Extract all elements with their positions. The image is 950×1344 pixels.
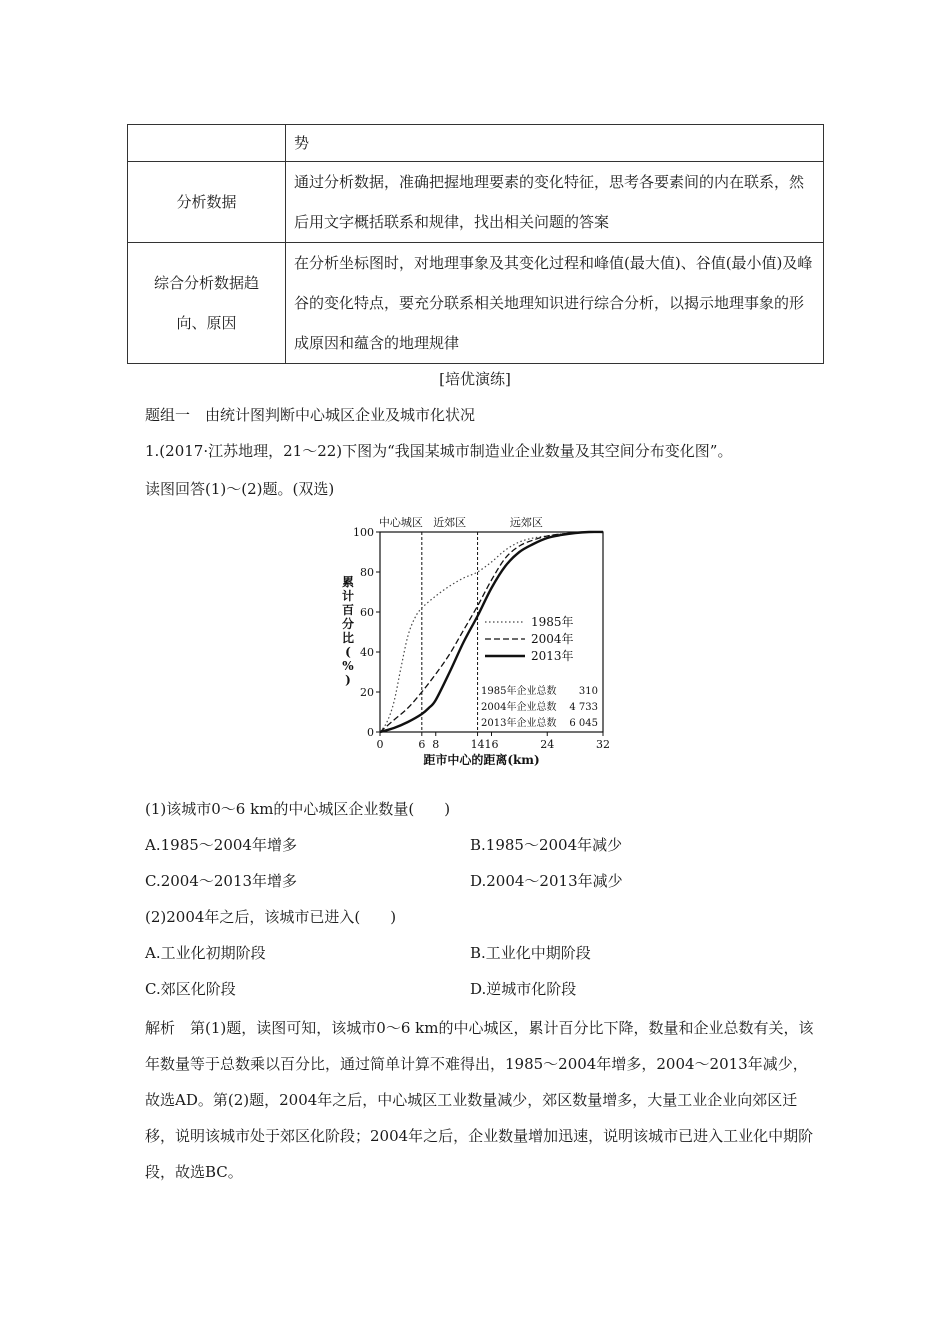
section-title: [培优演练] <box>439 370 511 388</box>
analysis-label: 解析 <box>145 1019 176 1037</box>
q2-option-a: A.工业化初期阶段 <box>145 944 266 962</box>
legend-label: 2013年 <box>531 649 574 663</box>
y-tick-label: 20 <box>360 686 374 699</box>
y-axis-label: 累计百分比( % ) <box>341 575 355 687</box>
q2-option-b: B.工业化中期阶段 <box>470 944 591 962</box>
analysis-paragraph <box>145 1010 815 1190</box>
legend-label: 2004年 <box>531 632 574 646</box>
y-tick-label: 40 <box>360 646 374 659</box>
table-value-cell: 在分析坐标图时，对地理事象及其变化过程和峰值(最大值)、谷值(最小值)及峰谷的变化特点，要充分联系相关地理知识进行综合分析，以揭示地理事象的形成原因和蕴含的地理规律 <box>286 243 824 364</box>
y-tick-label: 0 <box>367 726 374 739</box>
total-label: 2013年企业总数 <box>481 718 557 729</box>
table-row <box>128 243 824 364</box>
x-tick-label: 6 <box>418 738 426 751</box>
x-tick-label: 16 <box>484 738 499 751</box>
table-value-cell: 势 <box>286 125 824 162</box>
total-value: 6 045 <box>569 718 598 729</box>
table-row <box>128 162 824 243</box>
total-value: 4 733 <box>569 702 598 713</box>
zone-label: 中心城区 <box>378 516 423 529</box>
table-value-cell: 通过分析数据，准确把握地理要素的变化特征，思考各要素间的内在联系，然后用文字概括联系和规律，找出相关问题的答案 <box>286 162 824 243</box>
enterprise-distribution-chart <box>340 510 620 772</box>
zone-label: 远郊区 <box>509 516 543 529</box>
q1-option-a: A.1985～2004年增多 <box>145 836 297 854</box>
question-intro-line2: 读图回答(1)～(2)题。(双选) <box>145 480 335 498</box>
q1-option-d: D.2004～2013年减少 <box>470 872 623 890</box>
x-tick-label: 24 <box>540 738 555 751</box>
y-tick-label: 100 <box>353 526 374 539</box>
method-table <box>127 124 824 364</box>
q1-option-c: C.2004～2013年增多 <box>145 872 298 890</box>
q2-option-d: D.逆城市化阶段 <box>470 980 577 998</box>
table-key-text: 综合分析数据趋向、原因 <box>153 274 259 332</box>
x-tick-label: 32 <box>596 738 610 751</box>
table-key-cell: 分析数据 <box>128 162 286 243</box>
x-axis-label: 距市中心的距离(km) <box>423 753 540 767</box>
total-value: 310 <box>578 686 598 697</box>
y-tick-label: 80 <box>360 566 374 579</box>
y-tick-label: 60 <box>360 606 374 619</box>
x-tick-label: 0 <box>376 738 384 751</box>
q2-stem: (2)2004年之后，该城市已进入( ) <box>145 908 397 926</box>
table-row <box>128 125 824 162</box>
table-key-cell <box>128 243 286 364</box>
total-label: 1985年企业总数 <box>481 686 557 697</box>
zone-label: 近郊区 <box>433 516 467 529</box>
table-key-cell <box>128 125 286 162</box>
x-tick-label: 14 <box>470 738 485 751</box>
total-label: 2004年企业总数 <box>481 702 557 713</box>
x-tick-label: 8 <box>432 738 440 751</box>
analysis-text: 第(1)题，读图可知，该城市0～6 km的中心城区，累计百分比下降，数量和企业总数有关，该年数量等于总数乘以百分比，通过简单计算不难得出，1985～2004年增多，2004～2013年减少，故选AD。第(2)题，2004年之后，中心城区工业数量减少，郊区数量增多，大量工业企业向郊区迁移，说明该城市处于郊区化阶段；2004年之后，企业数量增加迅速，说明该城市已进入工业化中期阶段，故选BC。 <box>145 1019 814 1181</box>
group-title: 题组一 由统计图判断中心城区企业及城市化状况 <box>145 406 476 424</box>
question-intro-line1: 1.(2017·江苏地理，21～22)下图为“我国某城市制造业企业数量及其空间分布变化图”。 <box>145 442 733 460</box>
q1-stem: (1)该城市0～6 km的中心城区企业数量( ) <box>145 800 451 818</box>
q1-option-b: B.1985～2004年减少 <box>470 836 623 854</box>
legend-label: 1985年 <box>531 615 574 629</box>
q2-option-c: C.郊区化阶段 <box>145 980 236 998</box>
